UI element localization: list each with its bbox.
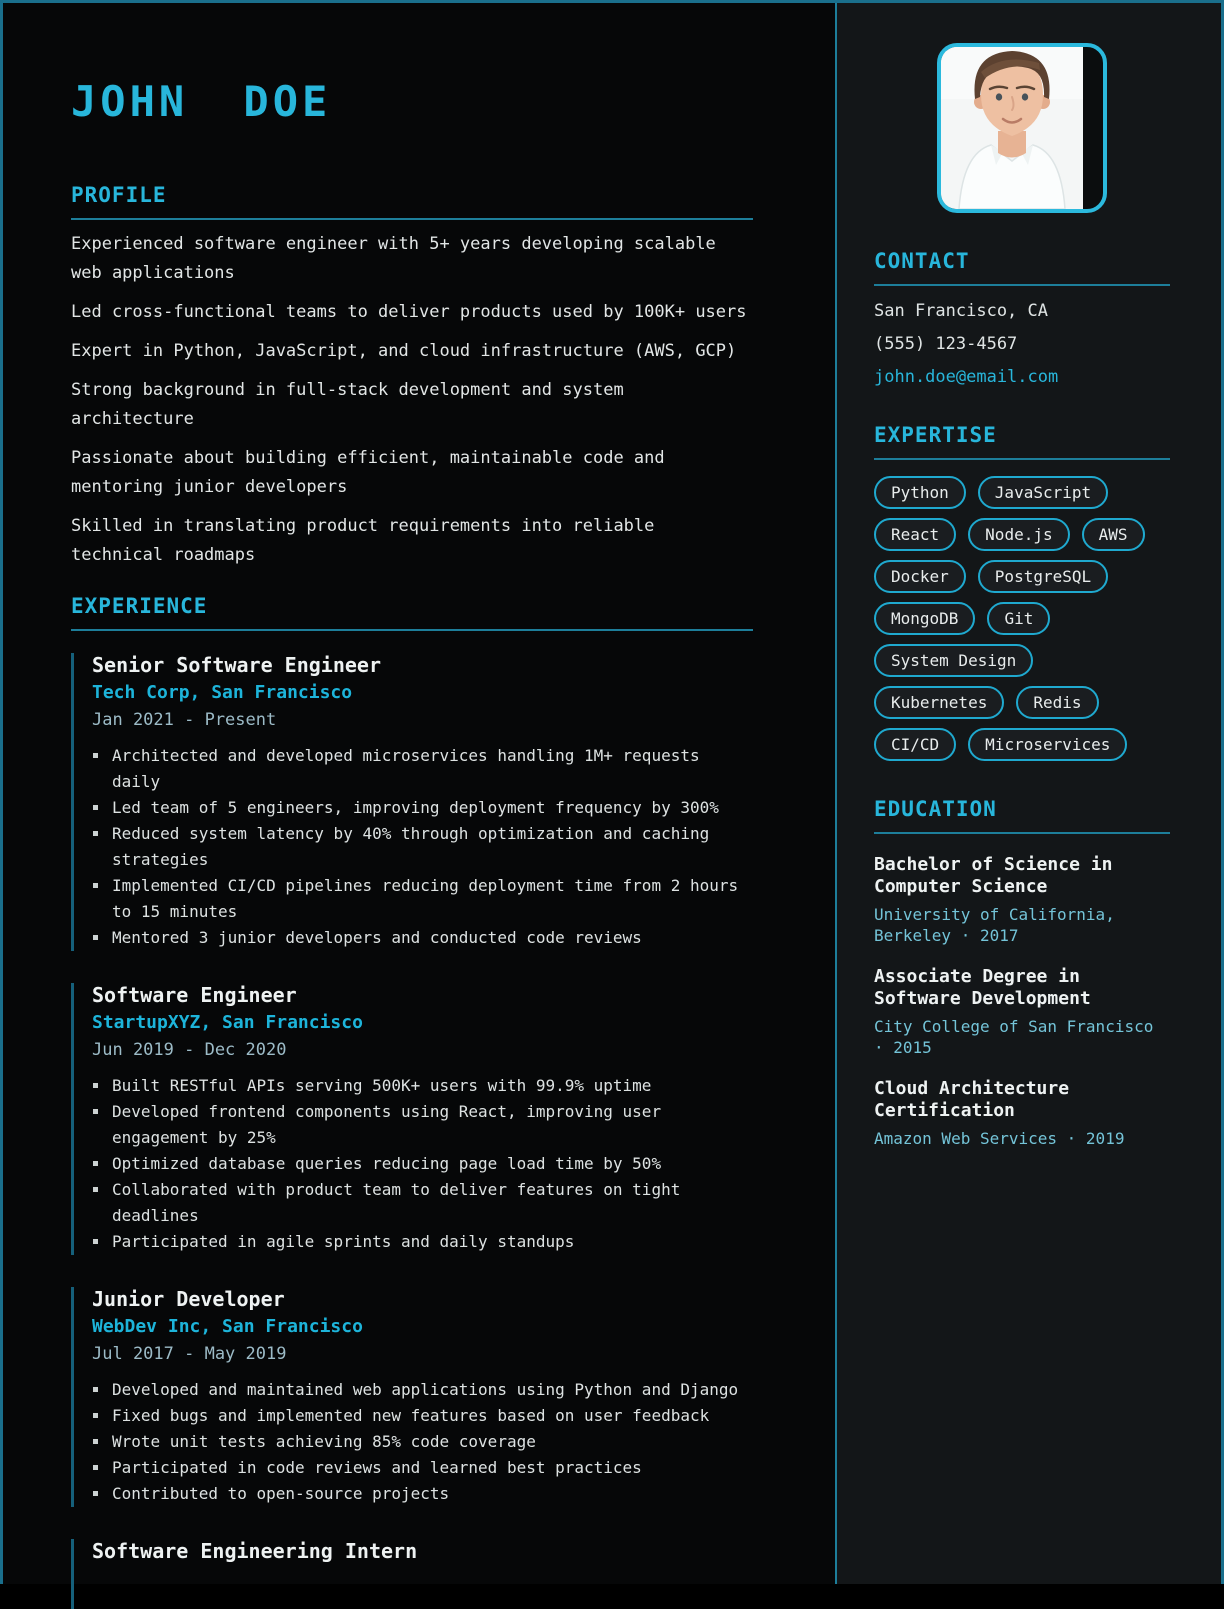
expertise-heading: EXPERTISE <box>874 423 1170 460</box>
job-bullet: Architected and developed microservices handling 1M+ requests daily <box>92 743 753 795</box>
job-title: Software Engineering Intern <box>92 1539 418 1563</box>
job-bullet: Led team of 5 engineers, improving deployment frequency by 300% <box>92 795 753 821</box>
job-list <box>71 653 753 1609</box>
skill-pill: Git <box>987 602 1050 635</box>
skill-pill: PostgreSQL <box>978 560 1108 593</box>
main-column <box>3 3 835 1584</box>
job-bullet: Developed frontend components using React, improving user engagement by 25% <box>92 1099 753 1151</box>
page-title: JOHN DOE <box>71 77 332 126</box>
job-bullet: Participated in code reviews and learned best practices <box>92 1455 753 1481</box>
job-bullet: Built RESTful APIs serving 500K+ users with 99.9% uptime <box>92 1073 753 1099</box>
skill-pill: Python <box>874 476 966 509</box>
job-dates: Jun 2019 - Dec 2020 <box>92 1040 287 1060</box>
job-dates: Jul 2017 - May 2019 <box>92 1344 287 1364</box>
experience-section <box>71 594 753 1609</box>
job-bullet: Developed and maintained web applications using Python and Django <box>92 1377 753 1403</box>
job-bullet: Participated in agile sprints and daily standups <box>92 1229 753 1255</box>
contact-phone: (555) 123-4567 <box>874 334 1018 354</box>
education-degree: Cloud Architecture Certification <box>874 1078 1070 1121</box>
education-school: University of California, Berkeley · 2017 <box>874 905 1115 945</box>
education-heading: EDUCATION <box>874 797 1170 834</box>
profile-photo-illustration <box>941 47 1083 209</box>
job-bullet: Contributed to open-source projects <box>92 1481 753 1507</box>
job-entry <box>71 983 753 1255</box>
profile-paragraph: Strong background in full-stack development and system architecture <box>71 380 624 429</box>
job-bullet-list <box>92 743 753 951</box>
skill-pill-list <box>874 476 1170 761</box>
profile-paragraph: Passionate about building efficient, maintainable code and mentoring junior developers <box>71 448 665 497</box>
education-school: Amazon Web Services · 2019 <box>874 1129 1125 1148</box>
skill-pill: AWS <box>1082 518 1145 551</box>
job-company: WebDev Inc, San Francisco <box>92 1316 363 1337</box>
education-degree: Associate Degree in Software Development <box>874 966 1091 1009</box>
job-bullet: Collaborated with product team to deliver features on tight deadlines <box>92 1177 753 1229</box>
profile-photo <box>941 47 1083 209</box>
contact-section <box>874 249 1170 387</box>
education-school: City College of San Francisco · 2015 <box>874 1017 1154 1057</box>
profile-heading: PROFILE <box>71 183 753 220</box>
job-title: Software Engineer <box>92 983 297 1007</box>
profile-paragraph: Experienced software engineer with 5+ years developing scalable web applications <box>71 234 716 283</box>
education-list <box>874 854 1170 1149</box>
job-bullet: Wrote unit tests achieving 85% code coverage <box>92 1429 753 1455</box>
sidebar <box>835 3 1221 1584</box>
job-bullet-list <box>92 1377 753 1507</box>
job-entry <box>71 653 753 951</box>
job-company: Tech Corp, San Francisco <box>92 682 353 703</box>
job-bullet: Mentored 3 junior developers and conducted code reviews <box>92 925 753 951</box>
contact-heading: CONTACT <box>874 249 1170 286</box>
job-company: StartupXYZ, San Francisco <box>92 1012 363 1033</box>
job-entry <box>71 1539 753 1609</box>
profile-paragraph: Skilled in translating product requirements into reliable technical roadmaps <box>71 516 655 565</box>
skill-pill: React <box>874 518 956 551</box>
skill-pill: Docker <box>874 560 966 593</box>
job-title: Senior Software Engineer <box>92 653 381 677</box>
education-entry <box>874 966 1170 1058</box>
job-bullet: Implemented CI/CD pipelines reducing deployment time from 2 hours to 15 minutes <box>92 873 753 925</box>
profile-section <box>71 183 753 570</box>
profile-paragraph: Led cross-functional teams to deliver products used by 100K+ users <box>71 302 747 322</box>
education-section <box>874 797 1170 1149</box>
contact-email-link[interactable]: john.doe@email.com <box>874 367 1059 387</box>
job-bullet: Reduced system latency by 40% through optimization and caching strategies <box>92 821 753 873</box>
skill-pill: Node.js <box>968 518 1069 551</box>
profile-paragraph: Expert in Python, JavaScript, and cloud infrastructure (AWS, GCP) <box>71 341 737 361</box>
skill-pill: Microservices <box>968 728 1127 761</box>
profile-photo-frame <box>937 43 1107 213</box>
expertise-section <box>874 423 1170 761</box>
job-entry <box>71 1287 753 1507</box>
skill-pill: Kubernetes <box>874 686 1004 719</box>
education-entry <box>874 1078 1170 1149</box>
job-bullet: Fixed bugs and implemented new features based on user feedback <box>92 1403 753 1429</box>
skill-pill: Redis <box>1016 686 1098 719</box>
job-title: Junior Developer <box>92 1287 285 1311</box>
profile-paragraphs <box>71 230 753 570</box>
skill-pill: MongoDB <box>874 602 975 635</box>
job-bullet: Optimized database queries reducing page load time by 50% <box>92 1151 753 1177</box>
job-dates: Jan 2021 - Present <box>92 710 277 730</box>
skill-pill: System Design <box>874 644 1033 677</box>
education-entry <box>874 854 1170 946</box>
education-degree: Bachelor of Science in Computer Science <box>874 854 1113 897</box>
skill-pill: CI/CD <box>874 728 956 761</box>
experience-heading: EXPERIENCE <box>71 594 753 631</box>
profile-photo-container <box>874 43 1170 213</box>
contact-location: San Francisco, CA <box>874 301 1048 321</box>
job-bullet-list <box>92 1073 753 1255</box>
skill-pill: JavaScript <box>978 476 1108 509</box>
